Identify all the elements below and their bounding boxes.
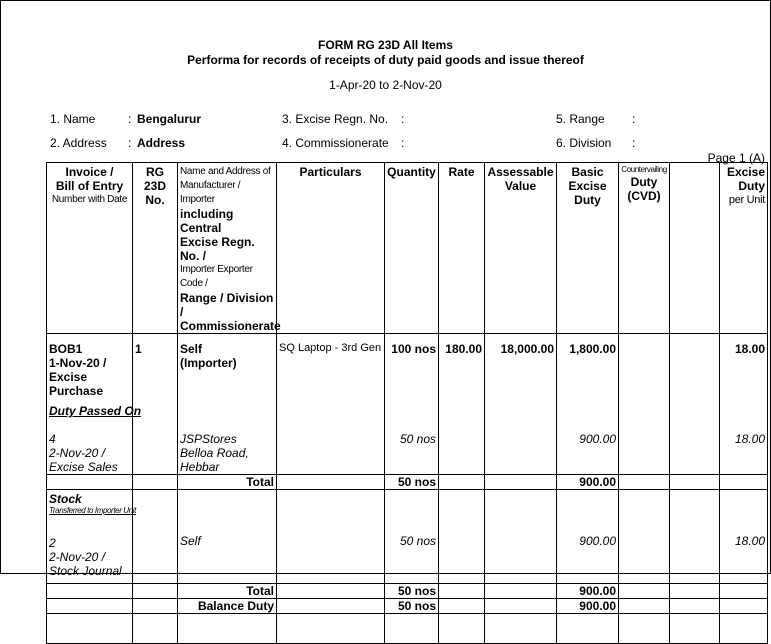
col-blank (670, 163, 720, 334)
col-quantity: Quantity (385, 163, 439, 334)
report-period: 1-Apr-20 to 2-Nov-20 (329, 78, 442, 92)
receipt-blank (670, 334, 720, 475)
col-duty-per-unit: Excise Duty per Unit (720, 163, 768, 334)
total-row (47, 584, 768, 599)
total-row (47, 475, 768, 490)
commissionerate-label: 4. Commissionerate (282, 136, 389, 150)
stock-quantity: 50 nos (385, 490, 439, 584)
col-basic-duty: Basic Excise Duty (557, 163, 619, 334)
receipt-invoice: BOB1 1-Nov-20 / Excise Purchase Duty Passed On 4 2-Nov-20 / Excise Sales (47, 334, 133, 475)
balance-label: Balance Duty (178, 599, 277, 614)
col-rg23d: RG 23D No. (133, 163, 178, 334)
col-particulars: Particulars (277, 163, 385, 334)
balance-basic-duty: 900.00 (557, 599, 619, 614)
page-number: Page 1 (A) (707, 151, 765, 165)
receipt-quantity: 100 nos 50 nos (385, 334, 439, 475)
receipt-duty-per-unit: 18.00 18.00 (720, 334, 768, 475)
range-label: 5. Range (556, 112, 605, 126)
rg23d-table (46, 162, 768, 644)
commissionerate-colon: : (401, 136, 405, 150)
col-assessable: Assessable Value (485, 163, 557, 334)
excise-regn-colon: : (401, 112, 405, 126)
receipt-rg23d: 1 (133, 334, 178, 475)
stock-basic-duty: 900.00 (557, 490, 619, 584)
address-value: Address (137, 136, 186, 150)
col-rate: Rate (439, 163, 485, 334)
balance-quantity: 50 nos (385, 599, 439, 614)
stock-invoice: Stock Transferred to Importer Unit 2 2-Nov-20 / Stock Journal (47, 490, 133, 584)
stock-duty-per-unit: 18.00 (720, 490, 768, 584)
receipt-particulars: SQ Laptop - 3rd Gen (277, 334, 385, 475)
col-invoice: Invoice / Bill of Entry Number with Date (47, 163, 133, 334)
address-colon: : (128, 136, 132, 150)
total-basic-duty: 900.00 (557, 475, 619, 490)
report-title: FORM RG 23D All Items (318, 38, 453, 52)
col-manufacturer: Name and Address of Manufacturer / Importer including Central Excise Regn. No. / Importer Exporter Code / Range / Division / Commissionerate (178, 163, 277, 334)
total-basic-duty: 900.00 (557, 584, 619, 599)
excise-regn-label: 3. Excise Regn. No. (282, 112, 389, 126)
total-quantity: 50 nos (385, 475, 439, 490)
receipt-assessable: 18,000.00 (485, 334, 557, 475)
range-colon: : (632, 112, 636, 126)
total-label: Total (178, 475, 277, 490)
total-quantity: 50 nos (385, 584, 439, 599)
issue-party: JSPStores Belloa Road, Hebbar (180, 432, 249, 474)
name-label: 1. Name (50, 112, 96, 126)
address-label: 2. Address (50, 136, 107, 150)
division-label: 6. Division (556, 136, 612, 150)
section-duty-passed-on: Duty Passed On (49, 404, 142, 418)
stock-row (47, 490, 768, 584)
division-colon: : (632, 136, 636, 150)
balance-duty-row (47, 599, 768, 614)
name-value: Bengalurur (137, 112, 202, 126)
receipt-cvd (619, 334, 670, 475)
stock-party: Self (178, 490, 277, 584)
header-row (47, 163, 768, 334)
receipt-manufacturer: Self (Importer) JSPStores Belloa Road, Hebbar (178, 334, 277, 475)
name-colon: : (128, 112, 132, 126)
receipt-rate: 180.00 (439, 334, 485, 475)
empty-row (47, 614, 768, 644)
receipt-basic-duty: 1,800.00 900.00 (557, 334, 619, 475)
table-row (47, 334, 768, 475)
col-cvd: Countervailing Duty (CVD) (619, 163, 670, 334)
total-label: Total (178, 584, 277, 599)
report-subtitle: Performa for records of receipts of duty paid goods and issue thereof (187, 53, 584, 67)
issue-invoice: 4 2-Nov-20 / Excise Sales (49, 432, 118, 474)
